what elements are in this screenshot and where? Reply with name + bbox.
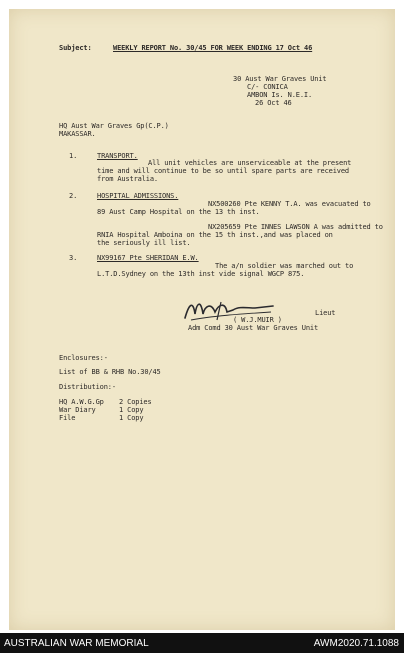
distribution-label: Distribution:- [59, 383, 116, 391]
distribution-copies: 2 Copies [119, 398, 152, 406]
item-2-line: RNIA Hospital Amboina on the 15 th inst.,and was placed on [97, 231, 333, 239]
subject-title: WEEKLY REPORT No. 30/45 FOR WEEK ENDING 17 Oct 46 [113, 44, 313, 52]
item-2-line: 89 Aust Camp Hospital on the 13 th inst. [97, 208, 260, 216]
item-2-line: NX205659 Pte INNES LAWSON A was admitted to [208, 223, 383, 231]
sender-unit: 30 Aust War Graves Unit [233, 75, 327, 83]
signature-rank: Lieut [315, 309, 336, 317]
item-3-heading: NX99167 Pte SHERIDAN E.W. [97, 254, 199, 262]
sender-care-of: C/- CONICA [247, 83, 288, 91]
document-page [9, 9, 395, 630]
item-3-line: L.T.D.Sydney on the 13th inst vide signal WGCP 875. [97, 270, 305, 278]
item-1-heading: TRANSPORT. [97, 152, 138, 160]
item-2-line: the seriously ill list. [97, 239, 191, 247]
item-3-number: 3. [69, 254, 78, 262]
addressee-line-1: HQ Aust War Graves Gp(C.P.) [59, 122, 169, 130]
enclosures-value: List of BB & RHB No.30/45 [59, 368, 161, 376]
addressee-line-2: MAKASSAR. [59, 130, 96, 138]
enclosures-label: Enclosures:- [59, 354, 108, 362]
archive-footer-bar [0, 633, 404, 653]
item-1-number: 1. [69, 152, 78, 160]
item-2-line: NX500260 Pte KENNY T.A. was evacuated to [208, 200, 371, 208]
accession-number: AWM2020.71.1088 [313, 638, 399, 649]
item-3-line: The a/n soldier was marched out to [215, 262, 354, 270]
item-1-line: from Australia. [97, 175, 158, 183]
item-2-number: 2. [69, 192, 78, 200]
distribution-recipient: HQ A.W.G.Gp [59, 398, 104, 406]
signature-title: Adm Comd 30 Aust War Graves Unit [188, 324, 319, 332]
distribution-copies: 1 Copy [119, 406, 144, 414]
sender-location: AMBON Is. N.E.I. [247, 91, 313, 99]
distribution-copies: 1 Copy [119, 414, 144, 422]
item-1-line: All unit vehicles are unserviceable at the present [148, 159, 352, 167]
item-1-line: time and will continue to be so until spare parts are received [97, 167, 349, 175]
archive-name: AUSTRALIAN WAR MEMORIAL [4, 638, 149, 649]
distribution-recipient: War Diary [59, 406, 96, 414]
item-2-heading: HOSPITAL ADMISSIONS. [97, 192, 179, 200]
subject-label: Subject: [59, 44, 92, 52]
signature-name: ( W.J.MUIR ) [233, 316, 282, 324]
distribution-recipient: File [59, 414, 76, 422]
sender-date: 26 Oct 46 [255, 99, 292, 107]
